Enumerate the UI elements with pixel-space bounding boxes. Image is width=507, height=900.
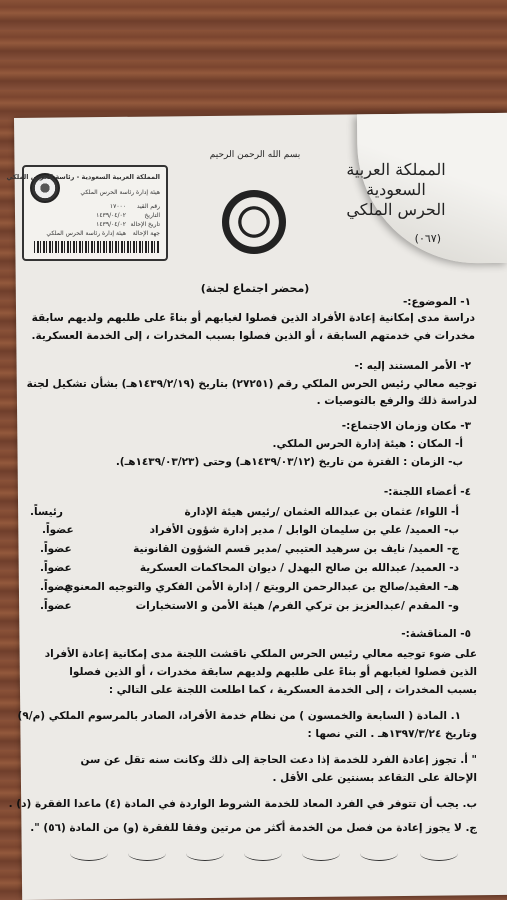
section-3-heading: ٣- مكان وزمان الاجتماع:-: [341, 420, 471, 432]
member-row: أ- اللواء/ عثمان بن عبدالله العثمان /رئيس هيئة الإدارة: [184, 506, 459, 518]
member-row: ج- العميد/ نايف بن سرهيد العتيبي /مدير قسم الشؤون القانونية: [133, 543, 459, 555]
section-5-heading: ٥- المناقشة:-: [401, 628, 471, 640]
article-line-2: وتاريخ ١٣٩٧/٣/٢٤هـ . التي نصها :: [307, 728, 477, 740]
stamp-field-ref-value: ١٤٣٩/٠٤/٠٢: [96, 221, 126, 228]
stamp-field-date-value: ١٤٣٩/٠٤/٠٢: [96, 212, 126, 219]
stamp-field-dest: جهة الإحالة: [132, 230, 160, 237]
signature: [244, 846, 282, 861]
section-4-heading: ٤- أعضاء اللجنة:-: [383, 486, 471, 498]
royal-guard-emblem-icon: [222, 190, 286, 254]
letterhead: [321, 160, 471, 220]
registration-stamp: [6, 165, 168, 261]
meeting-time: ب- الزمان : الفترة من تاريخ (١٤٣٩/٠٣/١٢هـ) وحتى (١٤٣٩/٠٣/٢٣هـ).: [115, 456, 463, 468]
member-row: و- المقدم /عبدالعزيز بن تركي الفرم/ هيئة الأمن و الاستخبارات: [135, 600, 459, 612]
discussion-line-3: بسبب المخدرات ، إلى الخدمة العسكرية ، كما اطلعت اللجنة على التالي :: [108, 684, 477, 696]
discussion-line-2: الذين فصلوا لغيابهم أو بناءً على طلبهم ولديهم سابقة مخدرات ، أو الذين فصلوا: [69, 666, 477, 678]
stamp-field-date: التاريخ: [144, 212, 160, 219]
quote-a-line-1: " أ. تجوز إعادة الفرد للخدمة إذا دعت الحاجة إلى ذلك وكانت سنه تقل عن سن: [80, 754, 477, 766]
stamp-field-number: رقم القيد: [136, 203, 160, 210]
signature: [128, 846, 166, 861]
section-2-line-1: توجيه معالي رئيس الحرس الملكي رقم (٢٧٢٥١) بتاريخ (١٤٣٩/٢/١٩هـ) بشأن تشكيل لجنة: [26, 378, 477, 390]
stamp-line-1: المملكة العربية السعودية - رئاسة الحرس الملكي: [6, 173, 160, 181]
member-role: عضواً.: [40, 581, 72, 593]
signature: [420, 846, 458, 861]
member-row: ب- العميد/ علي بن سليمان الوابل / مدير إدارة شؤون الأفراد: [149, 524, 459, 536]
discussion-line-1: على ضوء توجيه معالي رئيس الحرس الملكي ناقشت اللجنة مدى إمكانية إعادة الأفراد: [44, 648, 477, 660]
section-1-heading: ١- الموضوع:-: [402, 296, 471, 308]
document-number: (٠٦٧): [414, 232, 441, 245]
signatures-row: [70, 842, 470, 868]
article-line-1: ١. المادة ( السابعة والخمسون ) من نظام خدمة الأفراد، الصادر بالمرسوم الملكي (م/٩): [17, 710, 461, 722]
basmala: بسم الله الرحمن الرحيم: [209, 150, 301, 160]
section-1-line-1: دراسة مدى إمكانية إعادة الأفراد الذين فصلوا لغيابهم أو بناءً على طلبهم ولديهم سابقة: [31, 312, 475, 324]
document-title: (محضر اجتماع لجنة): [200, 282, 310, 295]
signature: [70, 846, 108, 861]
signature: [360, 846, 398, 861]
section-1-line-2: مخدرات في خدمتهم السابقة ، أو الذين فصلوا بسبب المخدرات ، إلى الخدمة العسكرية.: [31, 330, 475, 342]
member-row: هـ- العقيد/صالح بن عبدالرحمن الرويتع / إدارة الأمن الفكري والتوجيه المعنوي: [63, 581, 459, 593]
signature: [186, 846, 224, 861]
department-name: الحرس الملكي: [346, 200, 446, 219]
barcode: [34, 241, 159, 253]
stamp-line-2: هيئة إدارة رئاسة الحرس الملكي: [80, 189, 160, 196]
member-role: عضواً.: [40, 543, 72, 555]
quote-c: ج. لا يجوز إعادة من فصل من الخدمة أكثر من مرتين وفقا للفقرة (و) من المادة (٥٦) ".: [30, 822, 477, 834]
member-role: عضواً.: [40, 562, 72, 574]
stamp-field-ref: تاريخ الإحالة: [130, 221, 160, 228]
member-role: رئيساً.: [30, 506, 63, 518]
kingdom-name: المملكة العربية السعودية: [346, 160, 446, 199]
member-row: د- العميد/ عبدالله بن صالح البهدل / ديوان المحاكمات العسكرية: [139, 562, 459, 574]
signature: [302, 846, 340, 861]
section-2-heading: ٢- الأمر المستند إليه :-: [354, 360, 471, 372]
member-role: عضواً.: [42, 524, 74, 536]
stamp-field-number-value: ١٧٠٠٠: [109, 203, 126, 210]
stamp-field-dest-value: هيئة إدارة رئاسة الحرس الملكي: [46, 230, 126, 237]
quote-b: ب. يجب أن تتوفر في الفرد المعاد للخدمة الشروط الواردة في المادة (٤) ماعدا الفقرة (د) .: [8, 798, 477, 810]
meeting-place: أ- المكان : هيئة إدارة الحرس الملكي.: [272, 438, 463, 450]
section-2-line-2: لدراسة ذلك والرفع بالتوصيات .: [316, 395, 477, 407]
member-role: عضواً.: [40, 600, 72, 612]
quote-a-line-2: الإحالة على التقاعد بسنتين على الأقل .: [272, 772, 477, 784]
